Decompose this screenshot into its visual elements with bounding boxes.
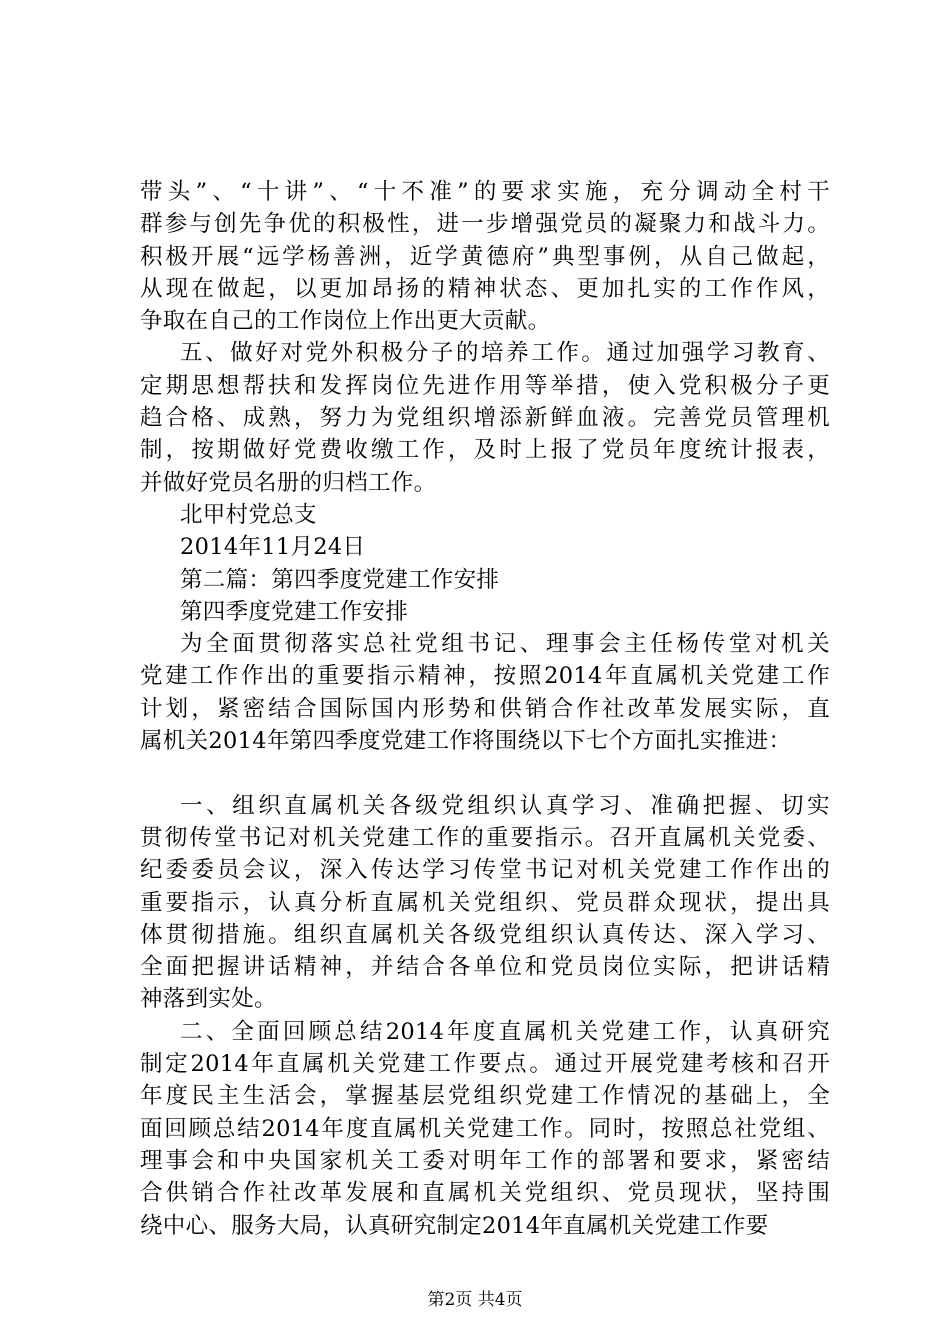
text-line: 定期思想帮扶和发挥岗位先进作用等举措，使入党积极分子更 <box>140 372 830 399</box>
text-line: 五、做好对党外积极分子的培养工作。通过加强学习教育、 <box>180 340 830 367</box>
paragraph <box>140 564 830 596</box>
text-line: 理事会和中央国家机关工委对明年工作的部署和要求，紧密结 <box>140 1147 830 1174</box>
text-line: 趋合格、成熟，努力为党组织增添新鲜血液。完善党员管理机 <box>140 405 830 432</box>
text-line: 贯彻传堂书记对机关党建工作的重要指示。召开直属机关党委、 <box>140 824 830 851</box>
paragraph <box>140 628 830 757</box>
document-body <box>140 176 830 1242</box>
text-line: 第二篇：第四季度党建工作安排 <box>180 566 500 593</box>
text-line: 从现在做起，以更加昂扬的精神状态、更加扎实的工作作风， <box>140 275 830 302</box>
text-line: 北甲村党总支 <box>180 501 317 528</box>
text-line: 并做好党员名册的归档工作。 <box>140 469 437 496</box>
text-line: 一、组织直属机关各级党组织认真学习、准确把握、切实 <box>180 792 830 819</box>
text-line: 计划，紧密结合国际国内形势和供销合作社改革发展实际，直 <box>140 695 830 722</box>
text-line: 年度民主生活会，掌握基层党组织党建工作情况的基础上，全 <box>140 1083 830 1110</box>
text-line: 争取在自己的工作岗位上作出更大贡献。 <box>140 308 551 335</box>
text-line: 合供销合作社改革发展和直属机关党组织、党员现状，坚持围 <box>140 1180 830 1207</box>
text-line: 2014年11月24日 <box>180 534 366 561</box>
text-line: 党建工作作出的重要指示精神，按照2014年直属机关党建工作 <box>140 663 830 690</box>
text-line: 带头”、“十讲”、“十不准”的要求实施，充分调动全村干 <box>140 179 830 205</box>
text-line: 积极开展“远学杨善洲，近学黄德府”典型事例，从自己做起， <box>140 243 830 270</box>
text-line: 面回顾总结2014年度直属机关党建工作。同时，按照总社党组、 <box>140 1115 830 1142</box>
paragraph <box>140 531 830 563</box>
text-line: 绕中心、服务大局，认真研究制定2014年直属机关党建工作要 <box>140 1212 769 1239</box>
text-line: 第四季度党建工作安排 <box>180 598 409 625</box>
text-line: 为全面贯彻落实总社党组书记、理事会主任杨传堂对机关 <box>180 631 830 658</box>
text-line: 纪委委员会议，深入传达学习传堂书记对机关党建工作作出的 <box>140 857 830 884</box>
paragraph <box>140 1016 830 1242</box>
text-line: 群参与创先争优的积极性，进一步增强党员的凝聚力和战斗力。 <box>140 211 830 238</box>
page-footer: 第2页 共4页 <box>427 1290 523 1310</box>
text-line: 体贯彻措施。组织直属机关各级党组织认真传达、深入学习、 <box>140 921 830 948</box>
blank-line <box>140 757 830 789</box>
text-line: 属机关2014年第四季度党建工作将围绕以下七个方面扎实推进： <box>140 728 792 755</box>
paragraph <box>140 337 830 498</box>
text-line: 制，按期做好党费收缴工作，及时上报了党员年度统计报表， <box>140 437 830 464</box>
text-line: 神落到实处。 <box>140 986 277 1013</box>
text-line: 二、全面回顾总结2014年度直属机关党建工作，认真研究 <box>180 1018 830 1045</box>
text-line: 重要指示，认真分析直属机关党组织、党员群众现状，提出具 <box>140 889 830 916</box>
paragraph <box>140 176 830 337</box>
text-line: 制定2014年直属机关党建工作要点。通过开展党建考核和召开 <box>140 1051 830 1078</box>
paragraph <box>140 499 830 531</box>
paragraph <box>140 790 830 1016</box>
paragraph <box>140 596 830 628</box>
text-line: 全面把握讲话精神，并结合各单位和党员岗位实际，把讲话精 <box>140 954 830 981</box>
